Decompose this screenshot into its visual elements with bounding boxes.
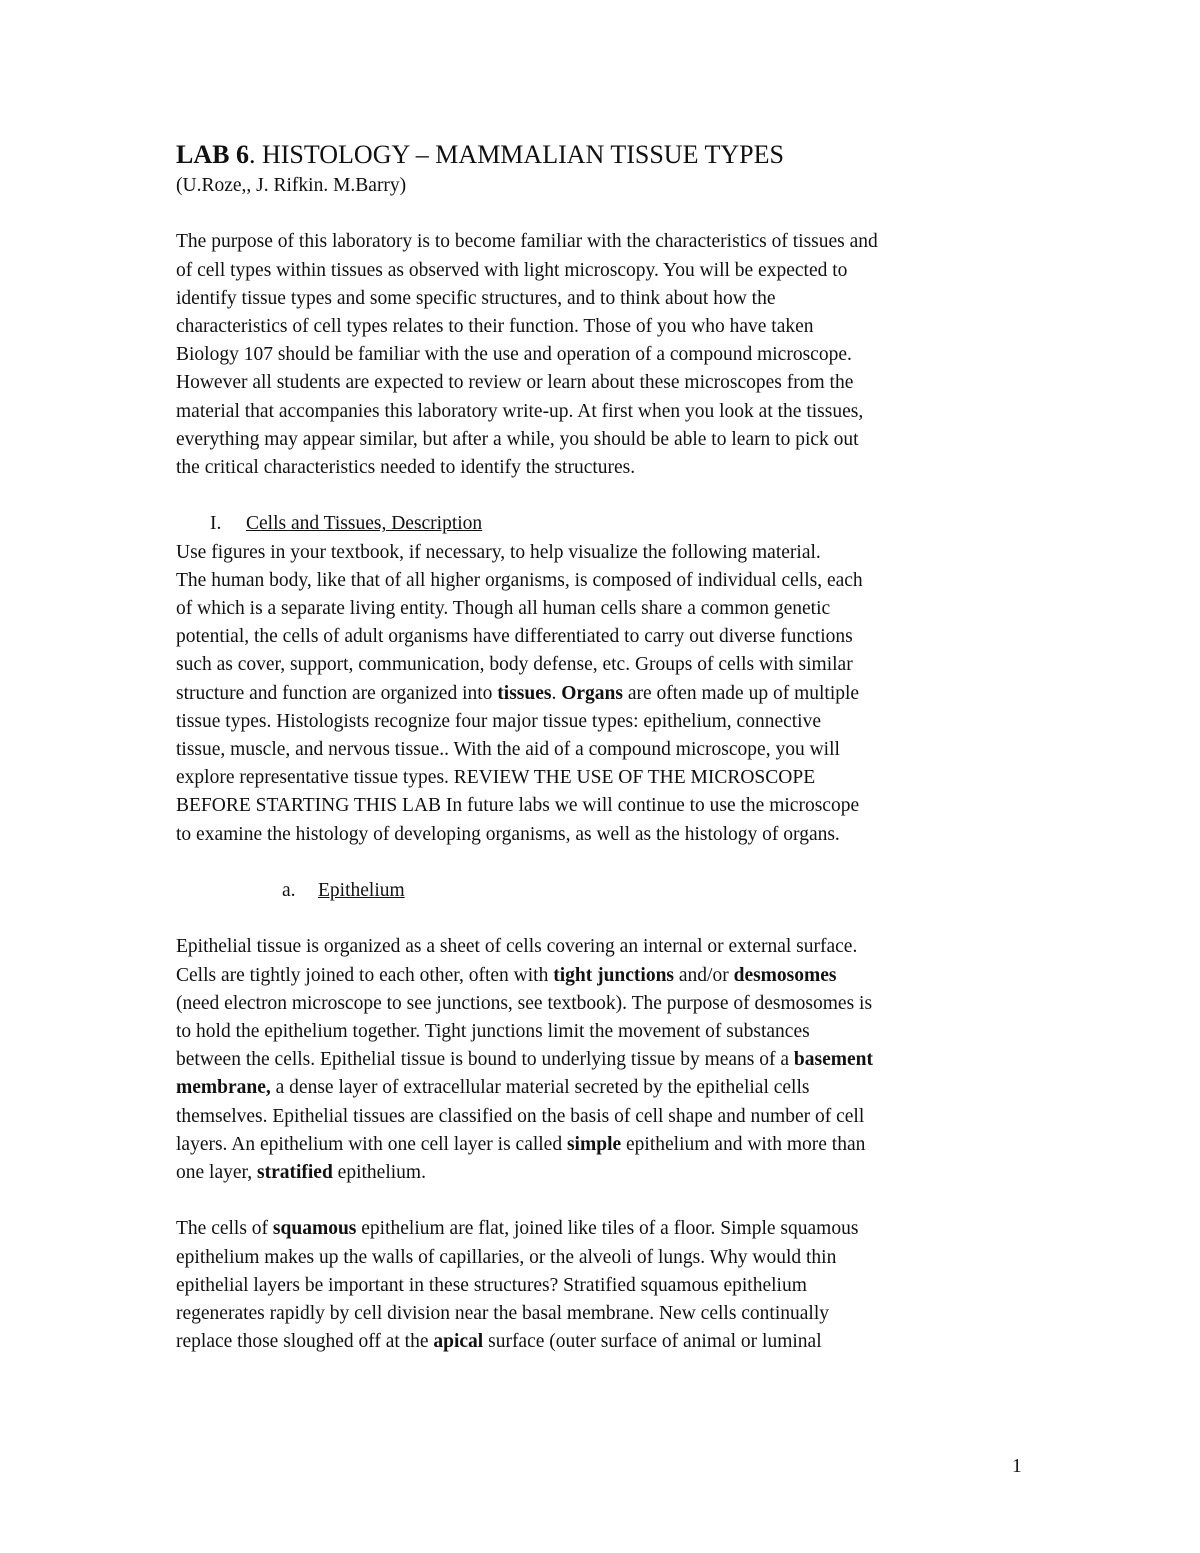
- subsection-a-heading: [176, 877, 1036, 905]
- section-1-line: The human body, like that of all higher organisms, is composed of individual cells, each: [176, 569, 863, 591]
- epithelium-line: layers. An epithelium with one cell layer is called simple epithelium and with more than: [176, 1133, 866, 1155]
- epithelium-line: membrane, a dense layer of extracellular material secreted by the epithelial cells: [176, 1077, 810, 1099]
- section-1-line: Use figures in your textbook, if necessary, to help visualize the following material.: [176, 541, 821, 563]
- intro-line: identify tissue types and some specific structures, and to think about how the: [176, 287, 776, 309]
- term-simple: simple: [566, 1133, 622, 1155]
- term-tissues: tissues: [497, 682, 552, 704]
- term-organs: Organs: [561, 682, 623, 704]
- epithelium-line: themselves. Epithelial tissues are classified on the basis of cell shape and number of cell: [176, 1105, 865, 1127]
- squamous-line: replace those sloughed off at the apical surface (outer surface of animal or luminal: [176, 1331, 822, 1353]
- section-1-line: explore representative tissue types. REVIEW THE USE OF THE MICROSCOPE: [176, 767, 816, 789]
- intro-line: everything may appear similar, but after a while, you should be able to learn to pick out: [176, 428, 859, 450]
- authors-line: (U.Roze,, J. Rifkin. M.Barry): [176, 175, 407, 196]
- section-1-line: potential, the cells of adult organisms have differentiated to carry out diverse functions: [176, 626, 853, 648]
- term-apical: apical: [433, 1331, 484, 1353]
- intro-line: material that accompanies this laboratory write-up. At first when you look at the tissues,: [176, 400, 864, 422]
- section-1-number: I.: [210, 513, 222, 535]
- squamous-line: The cells of squamous epithelium are flat, joined like tiles of a floor. Simple squamous: [176, 1218, 859, 1240]
- term-basement: basement: [793, 1049, 873, 1071]
- intro-line: Biology 107 should be familiar with the use and operation of a compound microscope.: [176, 344, 852, 366]
- epithelium-paragraph: [176, 933, 1036, 1187]
- term-tight-junctions: tight junctions: [553, 964, 675, 986]
- epithelium-line: one layer, stratified epithelium.: [176, 1162, 426, 1184]
- epithelium-line: (need electron microscope to see junctions, see textbook). The purpose of desmosomes is: [176, 992, 873, 1014]
- term-membrane: membrane,: [176, 1077, 271, 1099]
- intro-paragraph: [176, 228, 1036, 482]
- intro-line: of cell types within tissues as observed with light microscopy. You will be expected to: [176, 259, 848, 281]
- section-1-line: BEFORE STARTING THIS LAB In future labs we will continue to use the microscope: [176, 795, 860, 817]
- epithelium-line: Cells are tightly joined to each other, often with tight junctions and/or desmosomes: [176, 964, 837, 986]
- squamous-line: regenerates rapidly by cell division near the basal membrane. New cells continually: [176, 1303, 830, 1325]
- epithelium-line: between the cells. Epithelial tissue is bound to underlying tissue by means of a basement: [176, 1049, 873, 1071]
- intro-line: The purpose of this laboratory is to become familiar with the characteristics of tissues and: [176, 231, 878, 253]
- squamous-line: epithelium makes up the walls of capillaries, or the alveoli of lungs. Why would thin: [176, 1246, 837, 1268]
- section-1-line: structure and function are organized into tissues. Organs are often made up of multiple: [176, 682, 860, 704]
- title-lab-number: LAB 6: [176, 140, 249, 169]
- section-1-line: tissue, muscle, and nervous tissue.. With the aid of a compound microscope, you will: [176, 739, 840, 761]
- term-stratified: stratified: [256, 1162, 333, 1184]
- section-1-line: to examine the histology of developing organisms, as well as the histology of organs.: [176, 823, 840, 845]
- term-desmosomes: desmosomes: [733, 964, 837, 986]
- document-title: [176, 138, 1036, 172]
- squamous-paragraph: [176, 1215, 1036, 1356]
- squamous-line: epithelial layers be important in these structures? Stratified squamous epithelium: [176, 1274, 807, 1296]
- section-1-paragraph: [176, 539, 1036, 849]
- subsection-a-letter: a.: [282, 880, 296, 902]
- intro-line: the critical characteristics needed to identify the structures.: [176, 457, 636, 479]
- intro-line: However all students are expected to review or learn about these microscopes from the: [176, 372, 854, 394]
- section-1-title: Cells and Tissues, Description: [246, 513, 483, 535]
- section-1-line: of which is a separate living entity. Though all human cells share a common genetic: [176, 598, 831, 620]
- page-number: 1: [1012, 1456, 1022, 1477]
- subsection-a-title: Epithelium: [318, 880, 405, 902]
- document-page: [176, 138, 1036, 1356]
- section-1-line: such as cover, support, communication, body defense, etc. Groups of cells with similar: [176, 654, 853, 676]
- section-1-line: tissue types. Histologists recognize four major tissue types: epithelium, connective: [176, 710, 821, 732]
- title-rest: . HISTOLOGY – MAMMALIAN TISSUE TYPES: [248, 140, 784, 169]
- section-1-heading: [176, 510, 1036, 538]
- epithelium-line: Epithelial tissue is organized as a sheet of cells covering an internal or external surface.: [176, 936, 858, 958]
- epithelium-line: to hold the epithelium together. Tight junctions limit the movement of substances: [176, 1021, 810, 1043]
- intro-line: characteristics of cell types relates to their function. Those of you who have taken: [176, 316, 814, 337]
- term-squamous: squamous: [272, 1218, 357, 1240]
